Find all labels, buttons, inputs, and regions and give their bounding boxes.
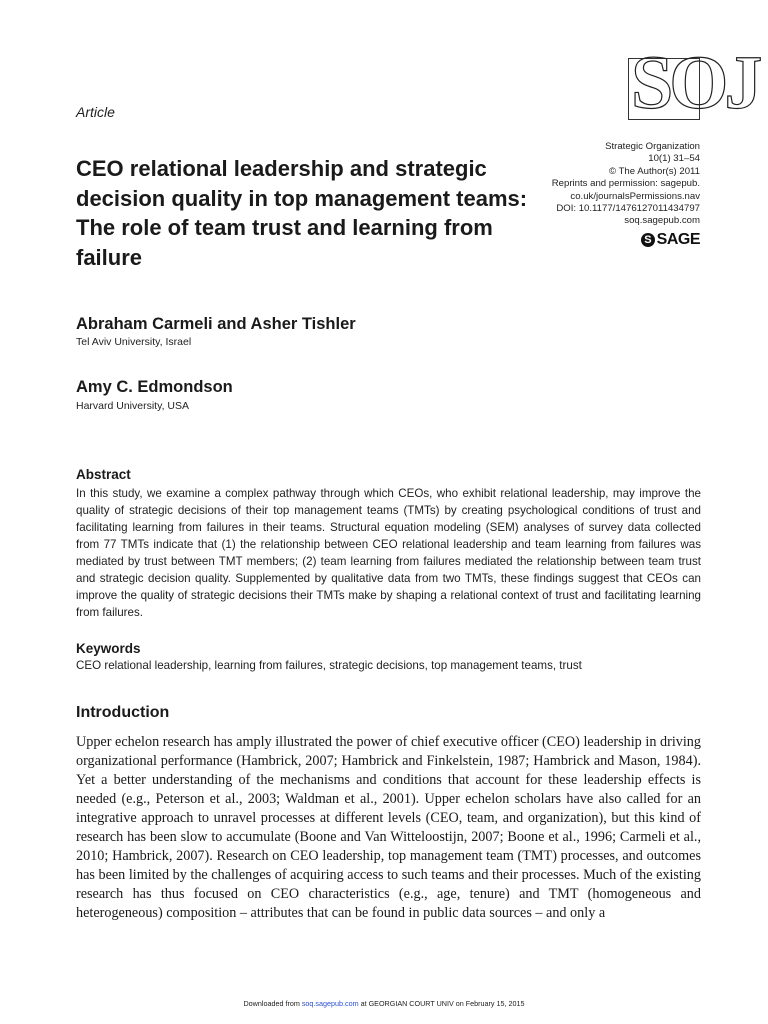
introduction-heading: Introduction [76,704,170,721]
sage-mark-icon: S [641,233,655,247]
keywords-body: CEO relational leadership, learning from failures, strategic decisions, top management teams, trust [76,659,582,672]
affiliation-1: Tel Aviv University, Israel [76,336,192,348]
affiliation-2: Harvard University, USA [76,400,189,412]
author-group-1: Abraham Carmeli and Asher Tishler [76,315,356,333]
publisher-logo [641,231,700,249]
abstract-body: In this study, we examine a complex pathway through which CEOs, who exhibit relational leadership, may improve the quality of strategic decisions of their top management teams (TMTs) by creating psychological conditions of trust and facilitating learning from failures in their teams. Structural equation modeling (SEM) analyses of survey data collected from 77 TMTs indicate that (1) the relationship between CEO relational leadership and team learning from failures was mediated by trust between TMT members; (2) team learning from failures mediated the relationship between team trust and strategic decision quality. Supplemented by qualitative data from two TMTs, these findings suggest that CEOs can improve the quality of strategic decisions their TMTs make by shaping a relational context of trust and facilitating learning from failures. [76,487,701,619]
reprints-line-2: co.uk/journalsPermissions.nav [570,190,700,202]
journal-logo-letters: SOJ [631,41,759,125]
introduction-body: Upper echelon research has amply illustrated the power of chief executive officer (CEO) leadership in driving organizational performance (Hambrick, 2007; Hambrick and Finkelstein, 1987; Hambrick and Mason, 1984). Yet a better understanding of the mechanisms and conditions that account for these leadership effects is needed (e.g., Peterson et al., 2003; Waldman et al., 2001). Upper echelon scholars have also called for an integrative approach to unravel processes at different levels (CEO, team, and organization), but this kind of research has been slow to accumulate (Boone and Van Witteloostijn, 2007; Boone et al., 1996; Carmeli et al., 2010; Hambrick, 2007). Research on CEO leadership, top management team (TMT) processes, and outcomes has been limited by the challenges of acquiring access to such teams and their processes. Much of the existing research has thus focused on CEO characteristics (e.g., age, tenure) and TMT (homogeneous and heterogeneous) composition – attributes that can be found in public data sources – and only a [76,734,701,921]
author-group-2: Amy C. Edmondson [76,378,233,396]
journal-name: Strategic Organization [605,141,700,152]
reprints-line-1: Reprints and permission: sagepub. [551,178,700,190]
doi: DOI: 10.1177/1476127011434797 [556,203,700,215]
footer-prefix: Downloaded from [243,999,302,1008]
download-footer [0,999,768,1008]
article-type-label: Article [76,104,115,120]
publisher-name: SAGE [656,231,700,248]
journal-logo [628,41,759,125]
abstract-heading: Abstract [76,467,131,482]
keywords-heading: Keywords [76,641,141,656]
copyright: © The Author(s) 2011 [609,165,700,177]
journal-url: soq.sagepub.com [624,215,700,227]
footer-link[interactable]: soq.sagepub.com [301,999,359,1008]
journal-volume: 10(1) 31–54 [648,153,700,165]
footer-suffix: at GEORGIAN COURT UNIV on February 15, 2015 [358,999,525,1008]
article-title: CEO relational leadership and strategic decision quality in top management teams: The role of team trust and learning from failure [76,156,528,270]
